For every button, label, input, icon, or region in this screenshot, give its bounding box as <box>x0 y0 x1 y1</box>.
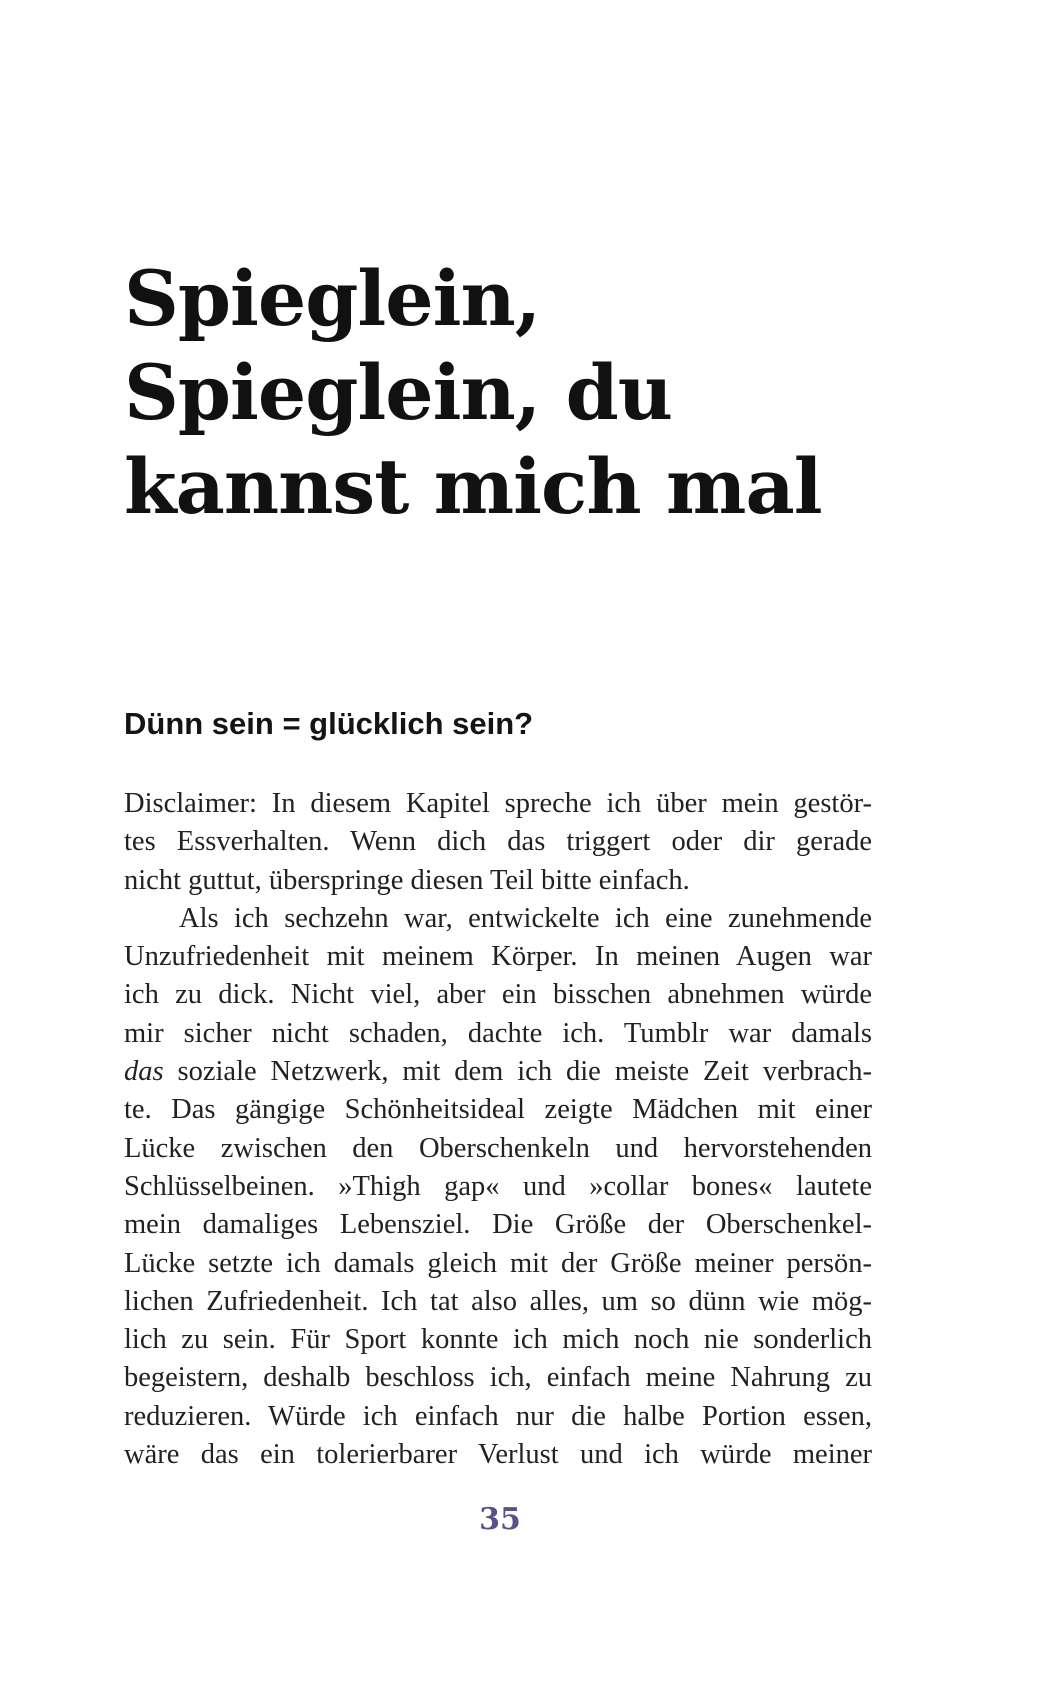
chapter-title-line-2: Spieglein, du <box>124 348 673 437</box>
italic-word: das <box>124 1056 164 1088</box>
body-line-13: Lücke setzte ich damals gleich mit der Größe meiner persön- <box>124 1247 872 1279</box>
body-line-7: mir sicher nicht schaden, dachte ich. Tumblr war damals <box>124 1017 872 1049</box>
body-line-6: ich zu dick. Nicht viel, aber ein bisschen abnehmen würde <box>124 979 872 1011</box>
chapter-title <box>124 252 924 534</box>
body-text <box>124 785 872 1474</box>
body-line-16: begeistern, deshalb beschloss ich, einfach meine Nahrung zu <box>124 1362 872 1394</box>
body-line-3: nicht guttut, überspringe diesen Teil bitte einfach. <box>124 864 690 896</box>
body-line-12: mein damaliges Lebensziel. Die Größe der Oberschenkel- <box>124 1209 872 1241</box>
body-line-5: Unzufriedenheit mit meinem Körper. In meinen Augen war <box>124 941 872 973</box>
body-line-14: lichen Zufriedenheit. Ich tat also alles, um so dünn wie mög- <box>124 1285 872 1317</box>
body-line-4: Als ich sechzehn war, entwickelte ich eine zunehmende <box>179 902 872 934</box>
body-line-17: reduzieren. Würde ich einfach nur die halbe Portion essen, <box>124 1400 872 1432</box>
page-number: 35 <box>479 1502 521 1537</box>
body-line-8 <box>124 1053 872 1091</box>
body-line-10: Lücke zwischen den Oberschenkeln und hervorstehenden <box>124 1132 872 1164</box>
body-line-11: Schlüsselbeinen. »Thigh gap« und »collar bones« lautete <box>124 1170 872 1202</box>
body-line-9: te. Das gängige Schönheitsideal zeigte Mädchen mit einer <box>124 1094 872 1126</box>
section-heading: Dünn sein = glücklich sein? <box>124 706 534 741</box>
chapter-title-line-1: Spieglein, <box>124 254 541 343</box>
body-line-18: wäre das ein tolerierbarer Verlust und ich würde meiner <box>124 1439 872 1471</box>
body-line-15: lich zu sein. Für Sport konnte ich mich noch nie sonderlich <box>124 1324 872 1356</box>
chapter-title-line-3: kannst mich mal <box>124 442 822 531</box>
body-line-8-rest: soziale Netzwerk, mit dem ich die meiste Zeit verbrach- <box>163 1056 872 1088</box>
body-line-2: tes Essverhalten. Wenn dich das triggert oder dir gerade <box>124 826 872 858</box>
body-line-1: Disclaimer: In diesem Kapitel spreche ich über mein gestör- <box>124 788 872 819</box>
